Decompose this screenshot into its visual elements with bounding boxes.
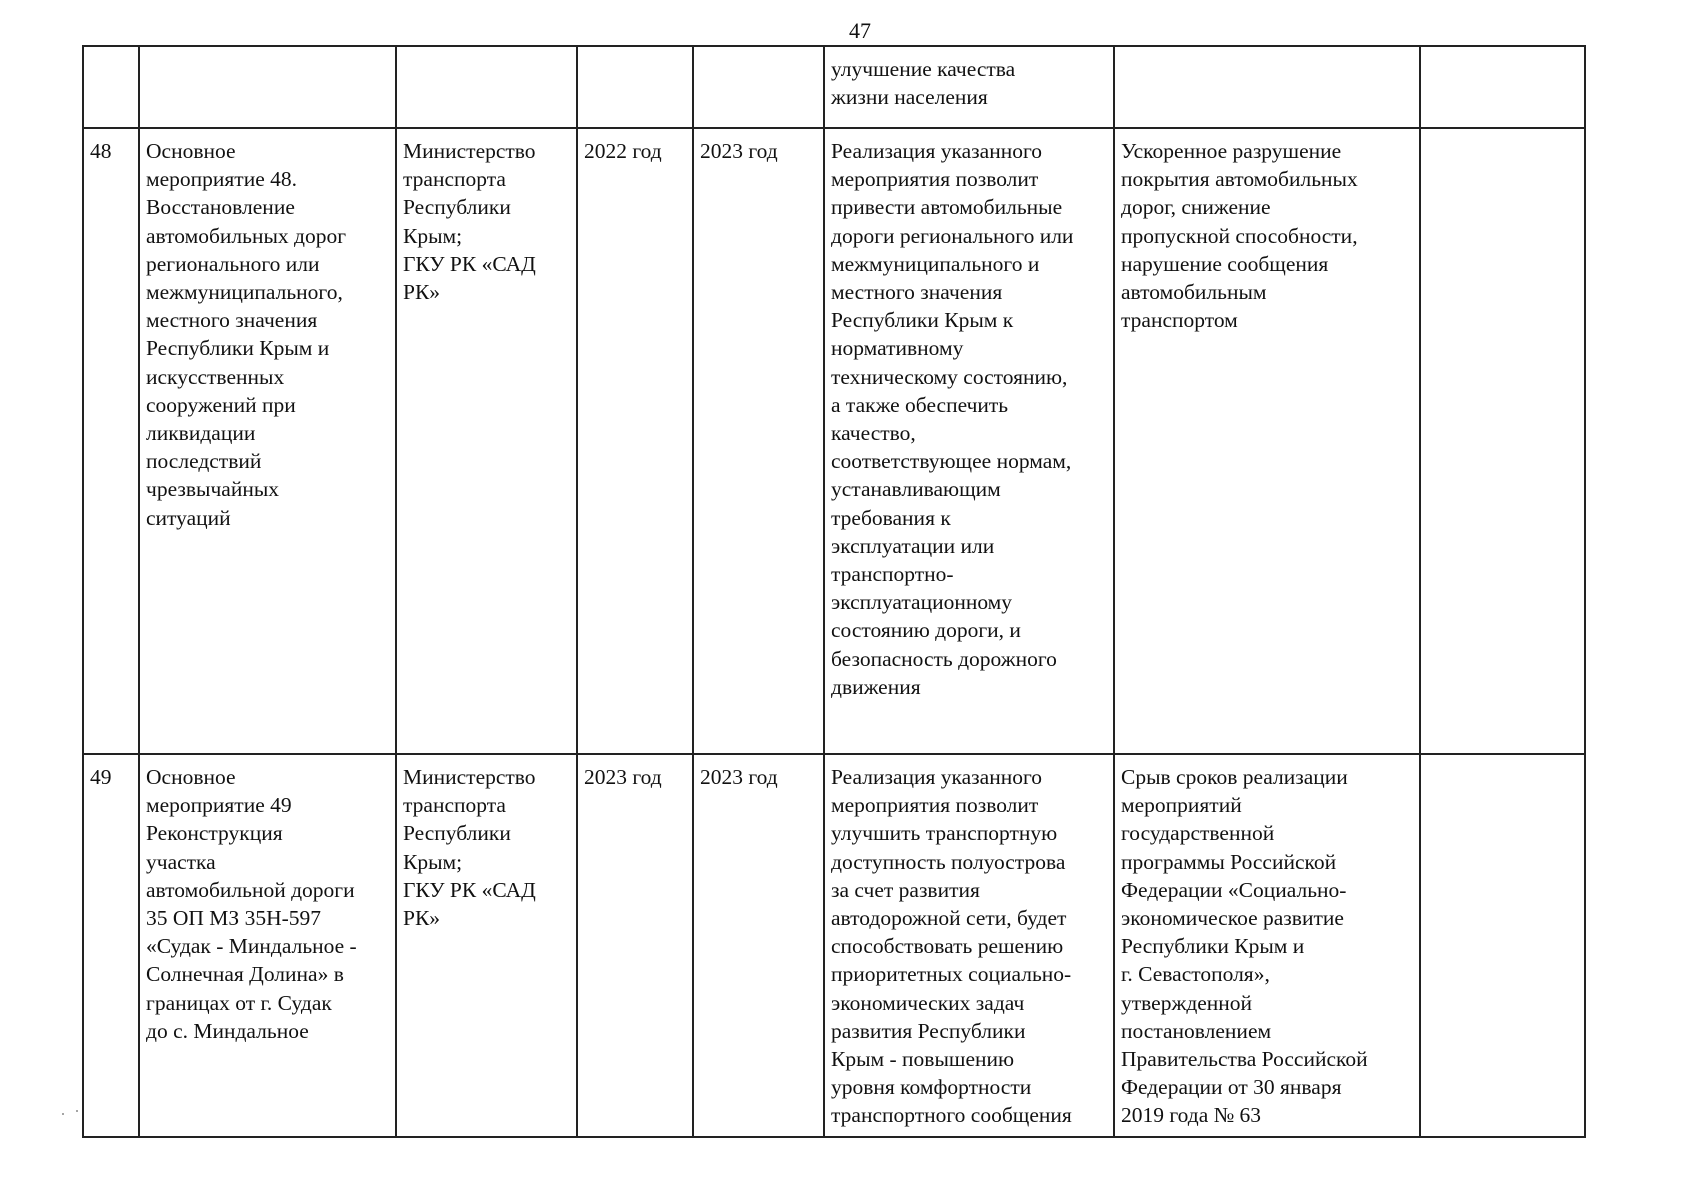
cell-text-line: Основное: [146, 765, 236, 789]
cell-text-line: межмуниципального,: [146, 280, 343, 305]
cell-text-line: автомобильных дорог: [146, 223, 347, 248]
cell-text-line: мероприятие 48.: [146, 167, 297, 192]
cell-text-line: транспорта: [403, 167, 506, 192]
cell-text-line: межмуниципального и: [831, 251, 1040, 276]
cell-text-line: Ускоренное разрушение: [1121, 139, 1342, 163]
cell-text-line: автомобильной дороги: [146, 877, 355, 902]
cell-text-line: 2023 год: [700, 765, 778, 789]
cell-text-line: способствовать решению: [831, 934, 1064, 959]
cell-number: [83, 754, 139, 1137]
cell-text-line: Крым - повышению: [831, 1047, 1015, 1072]
cell-text-line: Министерство: [403, 139, 536, 163]
cell-text-line: Крым;: [403, 849, 463, 874]
cell-text-line: ГКУ РК «САД: [403, 877, 536, 902]
cell-text-line: мероприятий: [1121, 793, 1242, 818]
cell-text-line: Министерство: [403, 765, 536, 789]
cell-text-line: нарушение сообщения: [1121, 251, 1329, 276]
cell-text-line: программы Российской: [1121, 849, 1337, 874]
page-number: 47: [849, 18, 871, 43]
cell-text-line: автодорожной сети, будет: [831, 906, 1067, 931]
cell-text-line: Реализация указанного: [831, 139, 1043, 163]
cell-text-line: Республики Крым и: [1121, 934, 1305, 959]
cell-text-line: участка: [146, 849, 216, 874]
cell-text-line: Срыв сроков реализации: [1121, 765, 1348, 789]
cell-text-line: 35 ОП МЗ 35Н-597: [146, 906, 322, 931]
cell-text-line: 48: [90, 139, 112, 163]
cell-end-year: [693, 754, 824, 1137]
cell-text-line: искусственных: [146, 364, 285, 389]
cell-text-line: эксплуатации или: [831, 533, 995, 558]
cell-text-line: экономическое развитие: [1121, 906, 1344, 931]
cell-text-line: устанавливающим: [831, 477, 1001, 502]
cell-text-line: местного значения: [146, 308, 318, 333]
cell-text-line: государственной: [1121, 821, 1275, 846]
cell-text-line: транспортного сообщения: [831, 1103, 1072, 1128]
cell-text-line: эксплуатационному: [831, 590, 1013, 615]
cell-text-line: за счет развития: [831, 877, 980, 902]
cell-text-line: Правительства Российской: [1121, 1047, 1368, 1072]
cell-text-line: приоритетных социально-: [831, 962, 1072, 987]
cell-consequences: [1114, 46, 1420, 128]
cell-text-line: сооружений при: [146, 392, 296, 417]
cell-text-line: Республики: [403, 821, 511, 846]
table-row: [83, 128, 1585, 754]
cell-text-line: Реконструкция: [146, 821, 283, 846]
cell-start-year: [577, 46, 693, 128]
cell-extra: [1420, 46, 1585, 128]
cell-text-line: Республики Крым к: [831, 308, 1014, 333]
cell-executor: [396, 128, 577, 754]
cell-text-line: улучшение качества: [831, 57, 1016, 81]
cell-text-line: РК»: [403, 280, 441, 305]
cell-text-line: развития Республики: [831, 1018, 1026, 1043]
cell-text-line: местного значения: [831, 280, 1003, 305]
cell-result: [824, 46, 1114, 128]
cell-text-line: соответствующее нормам,: [831, 449, 1072, 474]
cell-start-year: [577, 128, 693, 754]
scan-artifact: [76, 1110, 78, 1112]
cell-event: [139, 46, 396, 128]
cell-text-line: техническому состоянию,: [831, 364, 1068, 389]
cell-end-year: [693, 128, 824, 754]
cell-text-line: 2023 год: [584, 765, 662, 789]
cell-text-line: привести автомобильные: [831, 195, 1063, 220]
cell-text-line: Основное: [146, 139, 236, 163]
cell-text-line: Солнечная Долина» в: [146, 962, 344, 987]
cell-text-line: Федерации от 30 января: [1121, 1075, 1342, 1100]
cell-text-line: РК»: [403, 906, 441, 931]
cell-text-line: безопасность дорожного: [831, 646, 1057, 671]
cell-text-line: ГКУ РК «САД: [403, 251, 536, 276]
cell-text-line: 2023 год: [700, 139, 778, 163]
cell-text-line: Республики Крым и: [146, 336, 330, 361]
cell-text-line: границах от г. Судак: [146, 990, 332, 1015]
cell-text-line: постановлением: [1121, 1018, 1272, 1043]
cell-text-line: Федерации «Социально-: [1121, 877, 1347, 902]
cell-text-line: утвержденной: [1121, 990, 1253, 1015]
program-events-table: [82, 45, 1586, 1138]
cell-number: [83, 128, 139, 754]
cell-text-line: до с. Миндальное: [146, 1018, 309, 1043]
cell-end-year: [693, 46, 824, 128]
cell-text-line: жизни населения: [831, 85, 988, 110]
cell-text-line: состоянию дороги, и: [831, 618, 1021, 643]
cell-text-line: пропускной способности,: [1121, 223, 1358, 248]
cell-text-line: 49: [90, 765, 112, 789]
cell-number: [83, 46, 139, 128]
cell-text-line: ликвидации: [146, 421, 256, 446]
cell-text-line: Реализация указанного: [831, 765, 1043, 789]
cell-event: [139, 128, 396, 754]
cell-text-line: 2022 год: [584, 139, 662, 163]
cell-text-line: автомобильным: [1121, 280, 1267, 305]
cell-text-line: дорог, снижение: [1121, 195, 1271, 220]
cell-text-line: мероприятия позволит: [831, 167, 1039, 192]
cell-text-line: регионального или: [146, 251, 320, 276]
cell-text-line: «Судак - Миндальное -: [146, 934, 357, 959]
cell-text-line: Республики: [403, 195, 511, 220]
cell-result: [824, 754, 1114, 1137]
cell-text-line: нормативному: [831, 336, 964, 361]
cell-text-line: качество,: [831, 421, 916, 446]
cell-start-year: [577, 754, 693, 1137]
cell-text-line: уровня комфортности: [831, 1075, 1032, 1100]
cell-text-line: ситуаций: [146, 505, 231, 530]
cell-text-line: движения: [831, 674, 921, 699]
cell-extra: [1420, 754, 1585, 1137]
cell-text-line: чрезвычайных: [146, 477, 280, 502]
cell-text-line: а также обеспечить: [831, 392, 1009, 417]
cell-text-line: 2019 года № 63: [1121, 1103, 1262, 1128]
cell-text-line: последствий: [146, 449, 262, 474]
cell-text-line: мероприятия позволит: [831, 793, 1039, 818]
cell-text-line: экономических задач: [831, 990, 1025, 1015]
cell-text-line: требования к: [831, 505, 951, 530]
table-row: [83, 46, 1585, 128]
cell-result: [824, 128, 1114, 754]
cell-executor: [396, 754, 577, 1137]
cell-text-line: покрытия автомобильных: [1121, 167, 1358, 192]
cell-text-line: доступность полуострова: [831, 849, 1066, 874]
cell-extra: [1420, 128, 1585, 754]
cell-consequences: [1114, 128, 1420, 754]
cell-text-line: мероприятие 49: [146, 793, 292, 818]
cell-consequences: [1114, 754, 1420, 1137]
cell-text-line: транспортом: [1121, 308, 1238, 333]
cell-text-line: улучшить транспортную: [831, 821, 1058, 846]
cell-text-line: транспортно-: [831, 562, 954, 587]
cell-text-line: г. Севастополя»,: [1121, 962, 1270, 987]
cell-text-line: дороги регионального или: [831, 223, 1074, 248]
cell-text-line: транспорта: [403, 793, 506, 818]
cell-event: [139, 754, 396, 1137]
table-body: [83, 46, 1585, 1137]
cell-text-line: Восстановление: [146, 195, 295, 220]
cell-text-line: Крым;: [403, 223, 463, 248]
table-row: [83, 754, 1585, 1137]
scan-artifact: [62, 1113, 64, 1115]
cell-executor: [396, 46, 577, 128]
